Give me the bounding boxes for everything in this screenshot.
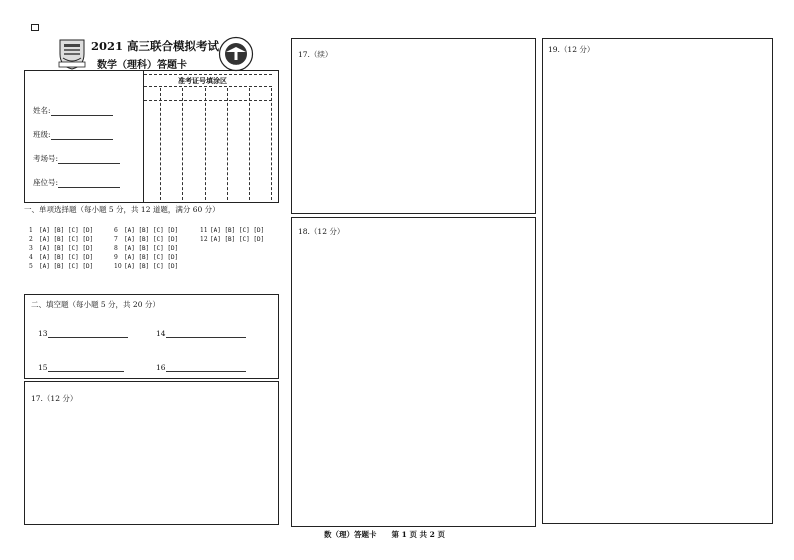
- mc-question-11[interactable]: [200, 227, 264, 234]
- mc-question-number: 4: [29, 254, 33, 261]
- class-label: 班级:: [33, 130, 51, 139]
- blank-16-input[interactable]: [166, 363, 246, 372]
- mc-question-6[interactable]: [114, 227, 178, 234]
- mc-question-number: 9: [114, 254, 118, 261]
- seat-label: 座位号:: [33, 178, 59, 187]
- blank-15[interactable]: [38, 363, 124, 372]
- ticket-grid-col: [249, 88, 250, 200]
- ticket-grid-col: [182, 88, 183, 200]
- q19-label: 19.（12 分）: [548, 45, 595, 54]
- mc-question-number: 8: [114, 245, 118, 252]
- class-input[interactable]: [51, 131, 113, 140]
- school-crest-left-icon: [57, 36, 87, 70]
- mc-question-5[interactable]: [29, 263, 93, 270]
- ticket-grid-col: [271, 88, 272, 200]
- ticket-grid-line: [144, 100, 272, 101]
- blank-14-number: 14: [156, 329, 166, 338]
- mc-choice-bubbles[interactable]: [A] [B] [C] [D]: [39, 227, 94, 234]
- mc-question-number: 5: [29, 263, 33, 270]
- svg-text:1908: 1908: [230, 63, 242, 68]
- ticket-grid-line: [144, 86, 272, 87]
- ticket-grid-line: [144, 74, 272, 75]
- mc-question-3[interactable]: [29, 245, 93, 252]
- mc-question-number: 1: [29, 227, 33, 234]
- mc-choice-bubbles[interactable]: [A] [B] [C] [D]: [124, 227, 179, 234]
- seat-field[interactable]: [33, 177, 120, 188]
- mc-question-12[interactable]: [200, 236, 264, 243]
- mc-question-10[interactable]: [114, 263, 178, 270]
- school-seal-right-icon: [218, 36, 254, 72]
- ticket-grid[interactable]: [144, 71, 279, 202]
- mc-choice-bubbles[interactable]: [A] [B] [C] [D]: [39, 236, 94, 243]
- room-label: 考场号:: [33, 154, 59, 163]
- class-field[interactable]: [33, 129, 113, 140]
- mc-choice-bubbles[interactable]: [A] [B] [C] [D]: [124, 254, 179, 261]
- mc-question-2[interactable]: [29, 236, 93, 243]
- mc-choice-bubbles[interactable]: [A] [B] [C] [D]: [124, 236, 179, 243]
- mc-question-number: 2: [29, 236, 33, 243]
- blank-13-input[interactable]: [48, 329, 128, 338]
- blank-13-number: 13: [38, 329, 48, 338]
- mc-choice-bubbles[interactable]: [A] [B] [C] [D]: [124, 245, 179, 252]
- section2-title: 二、填空题（每小题 5 分，共 20 分）: [31, 300, 160, 309]
- mc-question-8[interactable]: [114, 245, 178, 252]
- q18-answer-box[interactable]: [291, 217, 536, 527]
- ticket-grid-col: [227, 88, 228, 200]
- mc-question-7[interactable]: [114, 236, 178, 243]
- room-input[interactable]: [58, 155, 120, 164]
- mc-question-number: 10: [114, 263, 122, 270]
- q19-answer-box[interactable]: [542, 38, 773, 524]
- exam-subtitle: 数学（理科）答题卡: [97, 60, 187, 71]
- mc-question-4[interactable]: [29, 254, 93, 261]
- mc-question-9[interactable]: [114, 254, 178, 261]
- mc-question-number: 12: [200, 236, 208, 243]
- page-footer: 数（理）答题卡 第 1 页 共 2 页: [324, 530, 445, 539]
- name-input[interactable]: [51, 107, 113, 116]
- exam-title: 2021 高三联合模拟考试: [91, 39, 220, 53]
- ticket-grid-col: [205, 88, 206, 200]
- blank-15-input[interactable]: [48, 363, 124, 372]
- q18-label: 18.（12 分）: [298, 227, 345, 236]
- room-field[interactable]: [33, 153, 120, 164]
- blank-15-number: 15: [38, 363, 48, 372]
- name-label: 姓名:: [33, 106, 51, 115]
- mc-choice-bubbles[interactable]: [A] [B] [C] [D]: [210, 236, 265, 243]
- name-field[interactable]: [33, 105, 113, 116]
- ticket-grid-col: [160, 88, 161, 200]
- seat-input[interactable]: [58, 179, 120, 188]
- mc-question-number: 3: [29, 245, 33, 252]
- mc-question-number: 7: [114, 236, 118, 243]
- blank-16-number: 16: [156, 363, 166, 372]
- q17-cont-answer-box[interactable]: [291, 38, 536, 214]
- corner-marker-icon: [31, 24, 39, 31]
- blank-14[interactable]: [156, 329, 246, 338]
- mc-choice-bubbles[interactable]: [A] [B] [C] [D]: [39, 263, 94, 270]
- mc-question-number: 6: [114, 227, 118, 234]
- blank-14-input[interactable]: [166, 329, 246, 338]
- mc-choice-bubbles[interactable]: [A] [B] [C] [D]: [124, 263, 179, 270]
- blank-16[interactable]: [156, 363, 246, 372]
- ticket-area-title: 准考证号填涂区: [178, 76, 227, 85]
- mc-choice-bubbles[interactable]: [A] [B] [C] [D]: [210, 227, 265, 234]
- mc-choice-bubbles[interactable]: [A] [B] [C] [D]: [39, 245, 94, 252]
- mc-question-number: 11: [200, 227, 208, 234]
- q17-cont-label: 17.（续）: [298, 50, 333, 59]
- mc-question-1[interactable]: [29, 227, 93, 234]
- q17-label: 17.（12 分）: [31, 394, 78, 403]
- mc-choice-bubbles[interactable]: [A] [B] [C] [D]: [39, 254, 94, 261]
- blank-13[interactable]: [38, 329, 128, 338]
- section1-title: 一、单项选择题（每小题 5 分，共 12 道题，满分 60 分）: [24, 205, 220, 214]
